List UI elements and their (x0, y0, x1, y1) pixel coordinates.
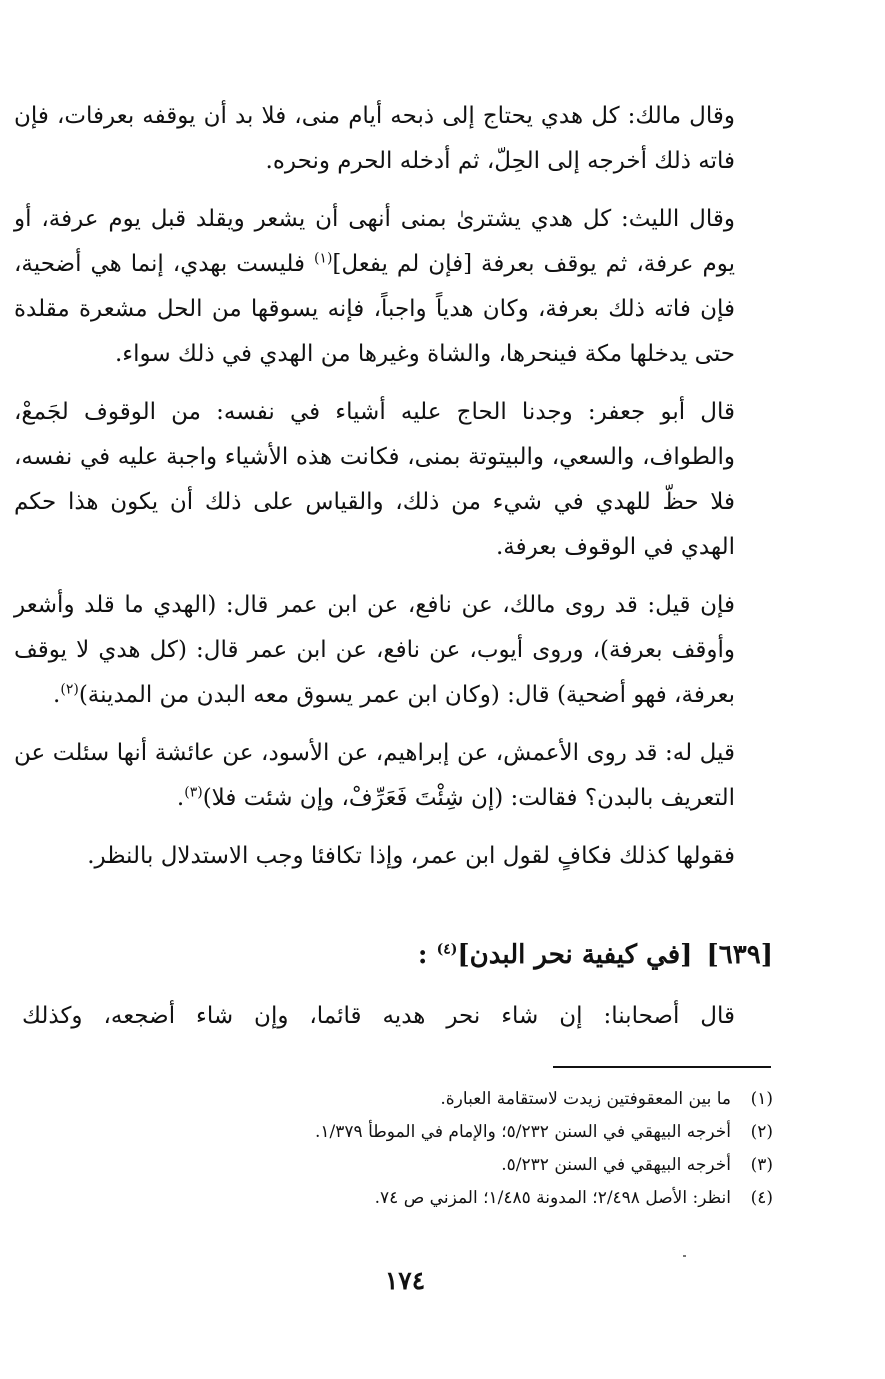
heading-colon: : (417, 940, 428, 970)
footnote-2 (153, 1116, 773, 1149)
paragraph-text: قال أصحابنا: إن شاء نحر هديه قائما، وإن شاء أضجعه، وكذلك (22, 1003, 735, 1029)
paragraph-malik (14, 94, 773, 184)
footnote-number: (٣) (750, 1155, 773, 1175)
footnotes (153, 1083, 773, 1215)
paragraph-text: وقال الليث: كل هدي يشترىٰ بمنى أنهى أن يشعر ويقلد قبل يوم عرفة، أو يوم عرفة، ثم يوقف بعرفة [فإن لم يفعل] (14, 206, 735, 277)
paragraph-conclusion (14, 834, 773, 879)
paragraph-layth (14, 197, 773, 377)
footnote-ref-1[interactable]: (١) (313, 250, 333, 267)
paragraph-objection: فإن قيل: قد روى مالك، عن نافع، عن ابن عمر قال: (الهدي ما قلد وأشعر وأوقف بعرفة)، وروى أيوب، عن نافع، عن ابن عمر قال: (كل هدي لا يوقف بعرفة، فهو أضحية) قال: (وكان ابن عمر يسوق معه البدن من المدينة)$^{(٢)}$. (14, 592, 735, 708)
paragraph-text: قال أبو جعفر: وجدنا الحاج عليه أشياء في نفسه: من الوقوف لجَمعْ، والطواف، والسعي، والبيتوتة بمنى، فكانت هذه الأشياء واجبة عليه في نفسه، فلا حظّ للهدي في شيء من ذلك، والقياس على ذلك أن يكون هذا حكم الهدي في الوقوف بعرفة. (14, 399, 735, 560)
paragraph-text: وقال مالك: كل هدي يحتاج إلى ذبحه أيام منى، فلا بد أن يوقفه بعرفات، فإن فاته ذلك أخرجه إلى الحِلّ، ثم أدخله الحرم ونحره. (14, 103, 735, 174)
scan-speck (683, 1255, 686, 1257)
main-text (14, 94, 773, 892)
page-number: ١٧٤ (384, 1266, 426, 1295)
footnote-divider (553, 1066, 771, 1068)
paragraph-text: فقولها كذلك فكافٍ لقول ابن عمر، وإذا تكافئا وجب الاستدلال بالنظر. (87, 843, 735, 869)
footnote-ref-4[interactable]: (٤) (436, 941, 458, 958)
footnote-number: (٤) (750, 1188, 773, 1208)
paragraph-abu-jafar (14, 390, 773, 570)
paragraph-text: فإن قيل: قد روى مالك، عن نافع، عن ابن عمر قال: (الهدي ما قلد وأشعر وأوقف بعرفة)، وروى أيوب، عن نافع، عن ابن عمر قال: (كل هدي لا يوقف بعرفة، فهو أضحية) قال: (وكان ابن عمر يسوق معه البدن من المدينة) (14, 592, 735, 708)
footnote-text: أخرجه البيهقي في السنن ٥/٢٣٢. (501, 1155, 731, 1175)
footnote-ref-3[interactable]: (٣) (184, 784, 203, 801)
section-number: [٦٣٩] (706, 940, 773, 970)
footnote-text: أخرجه البيهقي في السنن ٥/٢٣٢؛ والإمام في الموطأ ١/٣٧٩. (315, 1122, 731, 1142)
paragraph-text: قيل له: قد روى الأعمش، عن إبراهيم، عن الأسود، عن عائشة أنها سئلت عن التعريف بالبدن؟ فقالت: (إن شِئْتَ فَعَرِّفْ، وإن شئت فلا) (14, 740, 735, 811)
footnote-ref-2[interactable]: (٢) (60, 681, 79, 698)
footnote-3 (153, 1149, 773, 1182)
section-title: [في كيفية نحر البدن] (457, 940, 693, 970)
paragraph-ashabuna (22, 995, 773, 1037)
footnote-text: ما بين المعقوفتين زيدت لاستقامة العبارة. (440, 1089, 731, 1109)
paragraph-text-continued: فليست بهدي، إنما هي أضحية، فإن فاته ذلك بعرفة، وكان هدياً واجباً، فإنه يسوقها من الحل مشعرة مقلدة حتى يدخلها مكة فينحرها، والشاة وغيرها من الهدي في ذلك سواء. (14, 251, 735, 367)
section-heading (418, 935, 773, 975)
footnote-text: انظر: الأصل ٢/٤٩٨؛ المدونة ١/٤٨٥؛ المزني ص ٧٤. (374, 1188, 731, 1208)
footnote-number: (١) (750, 1089, 773, 1109)
footnote-4 (153, 1182, 773, 1215)
paragraph-reply: قيل له: قد روى الأعمش، عن إبراهيم، عن الأسود، عن عائشة أنها سئلت عن التعريف بالبدن؟ فقالت: (إن شِئْتَ فَعَرِّفْ، وإن شئت فلا)$^{(٣)}$. (14, 740, 735, 811)
footnote-1 (153, 1083, 773, 1116)
footnote-number: (٢) (750, 1122, 773, 1142)
